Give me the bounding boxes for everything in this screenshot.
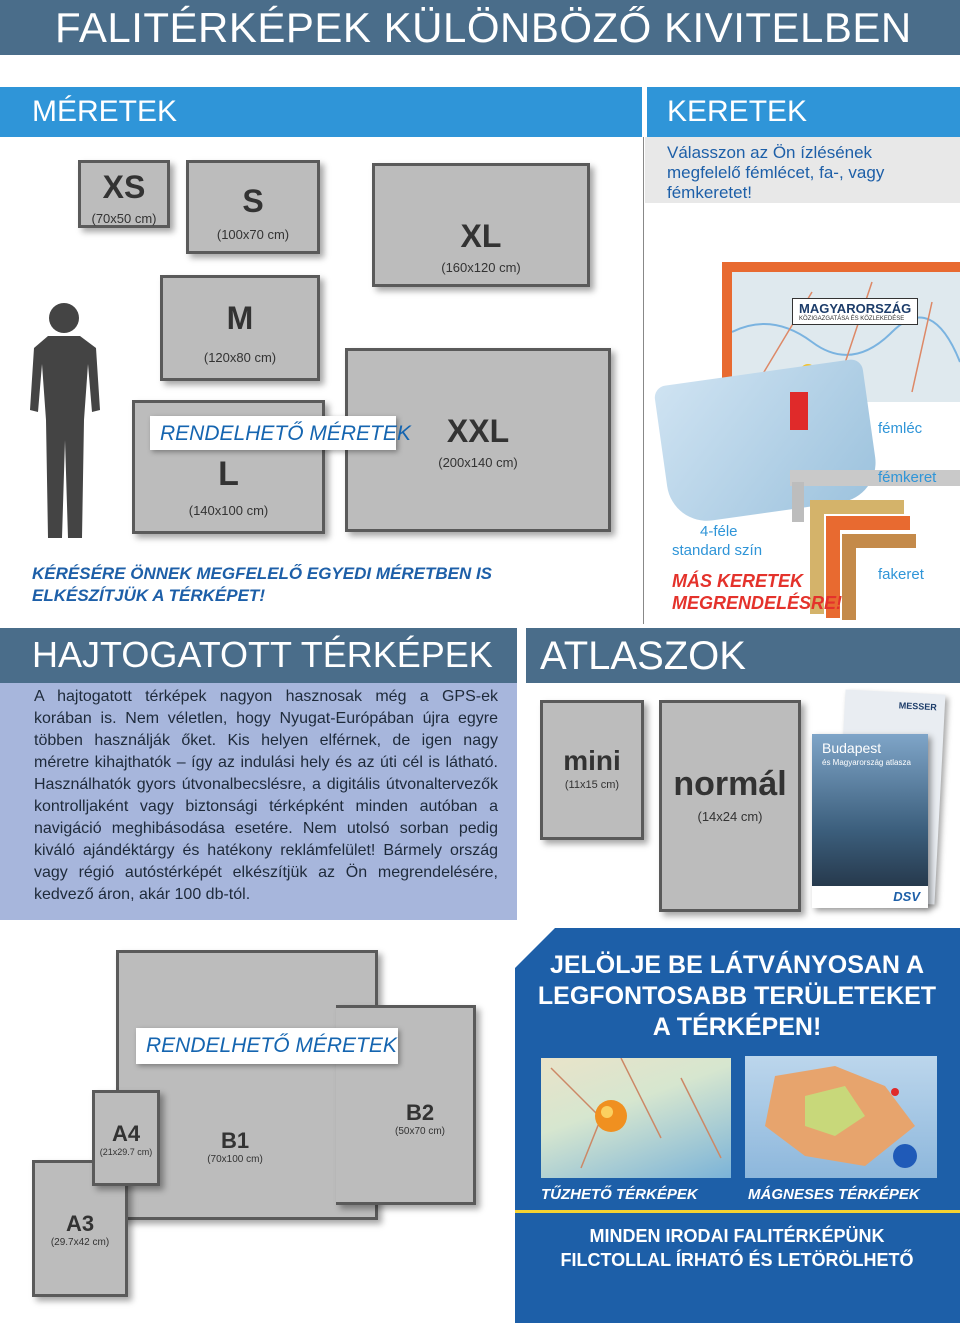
paper-orderable-label: RENDELHETŐ MÉRETEK bbox=[146, 1034, 397, 1057]
paper-b2-dim: (50x70 cm) bbox=[394, 1126, 445, 1137]
paper-b1-dim: (70x100 cm) bbox=[207, 1154, 263, 1165]
colors-line1: 4-féle bbox=[700, 523, 738, 540]
keretek-intro-box bbox=[645, 137, 960, 203]
book-footer bbox=[812, 886, 928, 908]
map-subtitle: KÖZIGAZGATÁSA ÉS KÖZLEKEDÉSE bbox=[799, 316, 905, 322]
atlaszok-header bbox=[526, 628, 960, 683]
size-s bbox=[186, 160, 320, 254]
hajtogatott-text: A hajtogatott térképek nagyon hasznosak még a GPS-ek korában is. Nem véletlen, hogy Nyugat-Európában újra egyre többen használják őket. Kis helyen elférnek, de igen nagy méretre kihajthatók – így az indulási hely és az úti cél is látható. Használhatók gyors útvonalbecslésre, a digitális útvonaltervezők kontrolljaként vagy biztonsági térképként minden autóban a navigáció meghibásodása esetére. Nem utolsó sorban pedig kiváló ajándéktárgy és hatékony reklámfelület! Bármely ország vagy régió autóstérképét elkészítjük az Ön megrendelésére, kedvező áron, akár 100 db-tól. bbox=[34, 688, 498, 903]
atlas-mini bbox=[540, 700, 644, 840]
paper-b2 bbox=[370, 1100, 470, 1137]
yellow-divider bbox=[515, 1210, 960, 1213]
book-brand: MESSER bbox=[898, 700, 938, 713]
label-fakeret: fakeret bbox=[878, 566, 924, 583]
map-title: MAGYARORSZÁG bbox=[799, 301, 912, 316]
size-xl-dim: (160x120 cm) bbox=[441, 260, 521, 275]
atlas-normal-dim: (14x24 cm) bbox=[697, 809, 763, 824]
size-s-dim: (100x70 cm) bbox=[216, 227, 290, 242]
custom-note: KÉRÉSÉRE ÖNNEK MEGFELELŐ EGYEDI MÉRETBEN IS ELKÉSZÍTJÜK A TÉRKÉPET! bbox=[32, 564, 493, 605]
magnet-map-graphic bbox=[745, 1056, 937, 1178]
size-xl bbox=[372, 163, 590, 287]
orderable-label: RENDELHETŐ MÉRETEK bbox=[160, 422, 411, 445]
paper-a4 bbox=[92, 1090, 160, 1186]
pin-label: TŰZHETŐ TÉRKÉPEK bbox=[541, 1186, 698, 1203]
atlas-normal-name: normál bbox=[673, 765, 787, 803]
size-xl-name: XL bbox=[460, 218, 502, 254]
keretek-intro: Válasszon az Ön ízlésének megfelelő fémlécet, fa-, vagy fémkeretet! bbox=[667, 143, 885, 202]
meretek-heading: MÉRETEK bbox=[32, 95, 178, 128]
hajtogatott-panel bbox=[0, 683, 517, 920]
size-l-dim: (140x100 cm) bbox=[188, 503, 269, 518]
atlas-normal bbox=[659, 700, 801, 912]
size-xxl-dim: (200x140 cm) bbox=[438, 455, 518, 470]
other-frames: MÁS KERETEK MEGRENDELÉSRE! bbox=[672, 571, 843, 613]
book-subtitle: és Magyarország atlasza bbox=[822, 758, 911, 767]
size-m-name: M bbox=[226, 300, 254, 336]
paper-a4-name: A4 bbox=[111, 1121, 141, 1146]
size-m bbox=[160, 275, 320, 381]
atlaszok-heading: ATLASZOK bbox=[540, 634, 746, 678]
rail-2 bbox=[792, 482, 804, 522]
paper-a4-dim: (21x29.7 cm) bbox=[99, 1147, 153, 1157]
title-bar bbox=[0, 0, 960, 55]
orderable-tag bbox=[150, 416, 411, 450]
pin-map bbox=[541, 1058, 731, 1178]
size-xxl-name: XXL bbox=[446, 413, 510, 449]
paper-b1 bbox=[190, 1128, 280, 1165]
map-title-box bbox=[792, 298, 918, 325]
paper-orderable-tag bbox=[136, 1028, 398, 1064]
size-l-name: L bbox=[218, 455, 239, 493]
label-femlec: fémléc bbox=[878, 420, 923, 437]
atlas-mini-name: mini bbox=[563, 745, 621, 776]
size-xs bbox=[78, 160, 170, 228]
divider bbox=[643, 137, 644, 624]
promo-heading: JELÖLJE BE LÁTVÁNYOSAN A LEGFONTOSABB TERÜLETEKET A TÉRKÉPEN! bbox=[537, 951, 937, 1041]
meretek-header bbox=[0, 87, 642, 137]
keretek-header bbox=[647, 87, 960, 137]
book-title: Budapest bbox=[822, 740, 882, 756]
man-silhouette-icon bbox=[18, 300, 110, 540]
pin-map-graphic bbox=[541, 1058, 731, 1178]
size-xs-dim: (70x50 cm) bbox=[91, 211, 157, 226]
paper-a3-dim: (29.7x42 cm) bbox=[50, 1237, 110, 1248]
page-title: FALITÉRKÉPEK KÜLÖNBÖZŐ KIVITELBEN bbox=[55, 4, 912, 51]
size-s-name: S bbox=[242, 183, 264, 219]
colors-line2: standard szín bbox=[672, 542, 763, 559]
atlas-mini-dim: (11x15 cm) bbox=[564, 779, 620, 791]
size-m-dim: (120x80 cm) bbox=[203, 350, 277, 365]
hajtogatott-heading: HAJTOGATOTT TÉRKÉPEK bbox=[32, 634, 493, 675]
atlas-book-front bbox=[812, 734, 928, 908]
keretek-heading: KERETEK bbox=[667, 95, 808, 128]
size-xs-name: XS bbox=[102, 169, 146, 205]
paper-b2-name: B2 bbox=[405, 1100, 435, 1125]
promo-panel bbox=[515, 928, 960, 1323]
magnet-label: MÁGNESES TÉRKÉPEK bbox=[748, 1186, 920, 1203]
paper-b1-name: B1 bbox=[220, 1128, 250, 1153]
hajtogatott-header bbox=[0, 628, 517, 683]
promo-footer: MINDEN IRODAI FALITÉRKÉPÜNK FILCTOLLAL ÍRHATÓ ÉS LETÖRÖLHETŐ bbox=[560, 1226, 914, 1270]
paper-a3-name: A3 bbox=[65, 1211, 95, 1236]
book-logo: DSV bbox=[893, 889, 920, 904]
label-femkeret: fémkeret bbox=[878, 469, 937, 486]
red-clip bbox=[790, 392, 808, 430]
magnet-map bbox=[745, 1056, 937, 1178]
